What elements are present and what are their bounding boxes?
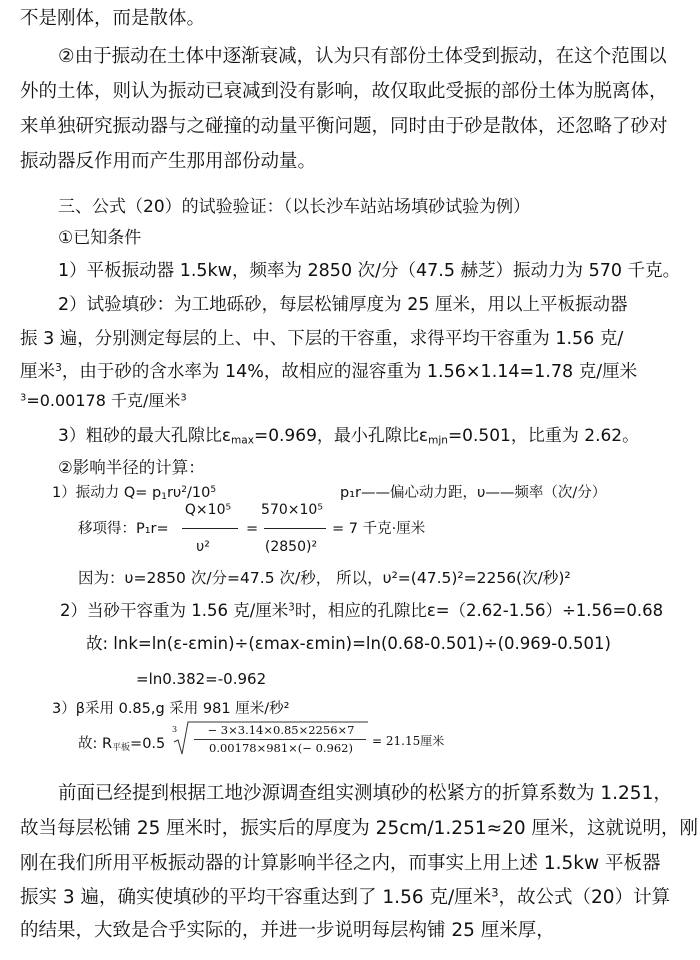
root-denominator: 0.00178×981×(− 0.962) bbox=[209, 741, 353, 755]
superscript: 5 bbox=[210, 485, 217, 496]
text-line: 来单独研究振动器与之碰撞的动量平衡问题，同时由于砂是散体，还忽略了砂对 bbox=[20, 116, 668, 137]
text-line: 3）β采用 0.85,g 采用 981 厘米/秒² bbox=[52, 701, 290, 717]
text-line bbox=[20, 887, 670, 909]
text-fragment: ，由于砂的含水率为 14%，故相应的湿容重为 1.56×1.14=1.78 克/厘米 bbox=[61, 362, 638, 382]
text-line: ②由于振动在土体中逐渐衰减，认为只有部份土体受到振动，在这个范围以 bbox=[58, 46, 667, 67]
subscript: 平板 bbox=[112, 743, 131, 754]
formula-r-result: = 21.15厘米 bbox=[372, 734, 445, 748]
text-line: 不是刚体，而是散体。 bbox=[20, 8, 206, 29]
text-line: 2）试验填砂：为工地砾砂，每层松铺厚度为 25 厘米，用以上平板振动器 bbox=[58, 295, 628, 315]
text-line bbox=[52, 484, 216, 502]
text-line: 故当每层松铺 25 厘米时，振实后的厚度为 25cm/1.251≈20 厘米，这就说明，刚 bbox=[20, 818, 699, 839]
text-fragment: =0.501，比重为 2.62。 bbox=[447, 426, 640, 446]
text-fragment: 振实 3 遍，确实使填砂的平均干容重达到了 1.56 克/厘米 bbox=[20, 887, 492, 908]
formula-r-label bbox=[78, 735, 165, 753]
text-fragment: =0.5 bbox=[130, 736, 166, 752]
svg-text:3: 3 bbox=[172, 725, 178, 734]
text-fragment: 时，相应的孔隙比ε=（2.62-1.56）÷1.56=0.68 bbox=[294, 601, 664, 620]
text-fragment: ，故公式（20）计算 bbox=[498, 887, 671, 908]
text-line: 前面已经提到根据工地沙源调查组实测填砂的松紧方的折算系数为 1.251， bbox=[58, 783, 672, 804]
text-line: 振 3 遍，分别测定每层的上、中、下层的干容重，求得平均干容重为 1.56 克/ bbox=[20, 329, 624, 349]
superscript: 3 bbox=[55, 361, 62, 375]
fraction-denominator: (2850)² bbox=[264, 539, 318, 555]
text-line: 刚在我们所用平板振动器的计算影响半径之内，而事实上用上述 1.5kw 平板器 bbox=[20, 853, 661, 874]
subheading-known: ①已知条件 bbox=[58, 228, 142, 248]
text-fragment: 故: R bbox=[78, 736, 113, 752]
equals-sign: = bbox=[246, 521, 259, 537]
fraction-denominator: υ² bbox=[196, 539, 210, 555]
text-line bbox=[20, 390, 187, 412]
subscript: max bbox=[231, 434, 254, 447]
text-fragment: 厘米 bbox=[20, 362, 55, 382]
superscript: 2 bbox=[181, 485, 188, 496]
text-fragment: 2）当砂干容重为 1.56 克/厘米 bbox=[60, 601, 289, 620]
subscript: mjn bbox=[428, 434, 448, 447]
fraction-numerator: Q×10⁵ bbox=[184, 502, 232, 518]
text-line bbox=[58, 425, 639, 447]
text-line: 振动器反作用而产生那用部份动量。 bbox=[20, 151, 317, 172]
formula-lnk: 故: lnk=ln(ε-εmin)÷(εmax-εmin)=ln(0.68-0.501)÷(0.969-0.501) bbox=[86, 634, 611, 653]
text-line bbox=[20, 361, 637, 383]
formula-note: p₁r——偏心动力距，υ——频率（次/分） bbox=[340, 485, 607, 501]
formula-label: 移项得：P₁r= bbox=[78, 521, 169, 537]
fraction-numerator: 570×10⁵ bbox=[261, 502, 323, 518]
formula-result: = 7 千克·厘米 bbox=[332, 521, 426, 537]
text-line bbox=[60, 600, 663, 622]
root-numerator: − 3×3.14×0.85×2256×7 bbox=[207, 723, 355, 737]
text-line: 因为：υ=2850 次/分=47.5 次/秒， 所以，υ²=(47.5)²=2256(次/秒)² bbox=[78, 569, 571, 587]
subscript: 1 bbox=[161, 492, 167, 503]
text-fragment: =0.969，最小孔隙比ε bbox=[253, 426, 429, 446]
text-line: 的结果，大致是合乎实际的，并进一步说明每层构铺 25 厘米厚， bbox=[20, 920, 555, 941]
section-heading: 三、公式（20）的试验验证：（以长沙车站站场填砂试验为例） bbox=[58, 197, 531, 217]
text-fragment: /10 bbox=[187, 485, 211, 501]
fraction-bar bbox=[194, 739, 366, 740]
superscript: 3 bbox=[491, 885, 499, 900]
text-fragment: 1）振动力 Q= p bbox=[52, 485, 162, 501]
superscript: 3 bbox=[180, 392, 187, 404]
text-fragment: rυ bbox=[166, 485, 182, 501]
subheading-calc: ②影响半径的计算： bbox=[58, 458, 205, 477]
text-line: 外的土体，则认为振动已衰减到没有影响，故仅取此受振的部份土体为脱离体， bbox=[20, 81, 668, 102]
superscript: 3 bbox=[20, 392, 27, 404]
text-line: 1）平板振动器 1.5kw，频率为 2850 次/分（47.5 赫芝）振动力为 570 千克。 bbox=[58, 261, 681, 281]
text-fragment: 3）粗砂的最大孔隙比ε bbox=[58, 426, 232, 446]
text-fragment: =0.00178 千克/厘米 bbox=[26, 391, 181, 410]
formula-ln-result: =ln0.382=-0.962 bbox=[136, 670, 267, 688]
fraction-bar bbox=[182, 528, 238, 529]
superscript: 3 bbox=[288, 602, 295, 614]
fraction-bar bbox=[264, 528, 326, 529]
